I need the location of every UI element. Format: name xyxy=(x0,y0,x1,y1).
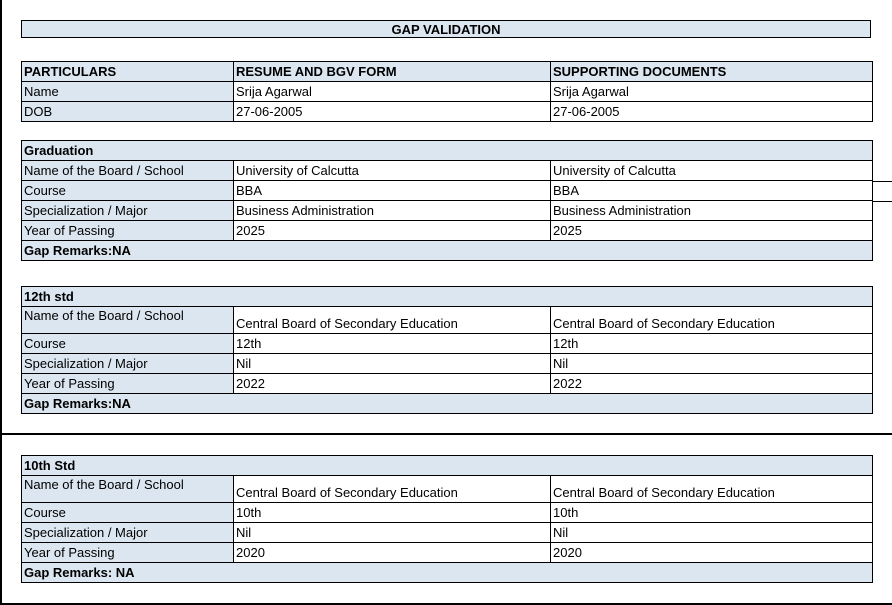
resume-value: Central Board of Secondary Education xyxy=(234,476,551,503)
docs-value: BBA xyxy=(551,181,873,201)
docs-value: Nil xyxy=(551,354,873,374)
table-row xyxy=(22,102,873,122)
resume-value: 10th xyxy=(234,503,551,523)
header-particulars: PARTICULARS xyxy=(22,62,234,82)
docs-value: Srija Agarwal xyxy=(551,82,873,102)
docs-value: University of Calcutta xyxy=(551,161,873,181)
docs-value: Central Board of Secondary Education xyxy=(551,476,873,503)
resume-value: 2022 xyxy=(234,374,551,394)
page-title: GAP VALIDATION xyxy=(21,20,871,38)
row-label: Specialization / Major xyxy=(22,201,234,221)
table-row xyxy=(22,161,873,181)
row-label: Name of the Board / School xyxy=(22,307,234,334)
row-label: Name xyxy=(22,82,234,102)
twelfth-table xyxy=(21,286,873,414)
resume-value: 2020 xyxy=(234,543,551,563)
row-label: Course xyxy=(22,181,234,201)
docs-value: 27-06-2005 xyxy=(551,102,873,122)
section-heading-row xyxy=(22,141,873,161)
docs-value: 10th xyxy=(551,503,873,523)
table-row xyxy=(22,476,873,503)
section-heading-row xyxy=(22,287,873,307)
docs-value: Business Administration xyxy=(551,201,873,221)
table-row xyxy=(22,523,873,543)
resume-value: 2025 xyxy=(234,221,551,241)
resume-value: Business Administration xyxy=(234,201,551,221)
header-docs: SUPPORTING DOCUMENTS xyxy=(551,62,873,82)
table-row xyxy=(22,181,873,201)
row-label: DOB xyxy=(22,102,234,122)
table-row xyxy=(22,503,873,523)
table-row xyxy=(22,543,873,563)
remarks-row xyxy=(22,394,873,414)
header-resume: RESUME AND BGV FORM xyxy=(234,62,551,82)
page-divider xyxy=(0,433,892,435)
gap-remarks: Gap Remarks:NA xyxy=(22,394,873,414)
particulars-table xyxy=(21,61,873,122)
docs-value: 2025 xyxy=(551,221,873,241)
row-label: Course xyxy=(22,503,234,523)
docs-value: 2020 xyxy=(551,543,873,563)
row-label: Specialization / Major xyxy=(22,354,234,374)
docs-value: Nil xyxy=(551,523,873,543)
table-row xyxy=(22,201,873,221)
gap-remarks: Gap Remarks:NA xyxy=(22,241,873,261)
row-label: Name of the Board / School xyxy=(22,476,234,503)
resume-value: BBA xyxy=(234,181,551,201)
tenth-table xyxy=(21,455,873,583)
row-label: Year of Passing xyxy=(22,374,234,394)
row-label: Name of the Board / School xyxy=(22,161,234,181)
row-label: Specialization / Major xyxy=(22,523,234,543)
table-row xyxy=(22,221,873,241)
docs-value: Central Board of Secondary Education xyxy=(551,307,873,334)
page-border-left xyxy=(0,0,2,605)
resume-value: 12th xyxy=(234,334,551,354)
table-row xyxy=(22,374,873,394)
row-label: Course xyxy=(22,334,234,354)
side-line-1 xyxy=(872,181,892,182)
resume-value: 27-06-2005 xyxy=(234,102,551,122)
side-line-2 xyxy=(872,201,892,202)
table-row xyxy=(22,354,873,374)
remarks-row xyxy=(22,563,873,583)
row-label: Year of Passing xyxy=(22,221,234,241)
section-heading: 10th Std xyxy=(22,456,873,476)
row-label: Year of Passing xyxy=(22,543,234,563)
section-heading: 12th std xyxy=(22,287,873,307)
docs-value: 2022 xyxy=(551,374,873,394)
table-row xyxy=(22,334,873,354)
section-heading: Graduation xyxy=(22,141,873,161)
header-row xyxy=(22,62,873,82)
resume-value: Nil xyxy=(234,354,551,374)
gap-remarks: Gap Remarks: NA xyxy=(22,563,873,583)
table-row xyxy=(22,82,873,102)
resume-value: Nil xyxy=(234,523,551,543)
section-heading-row xyxy=(22,456,873,476)
graduation-table xyxy=(21,140,873,261)
resume-value: Central Board of Secondary Education xyxy=(234,307,551,334)
resume-value: University of Calcutta xyxy=(234,161,551,181)
table-row xyxy=(22,307,873,334)
docs-value: 12th xyxy=(551,334,873,354)
remarks-row xyxy=(22,241,873,261)
resume-value: Srija Agarwal xyxy=(234,82,551,102)
